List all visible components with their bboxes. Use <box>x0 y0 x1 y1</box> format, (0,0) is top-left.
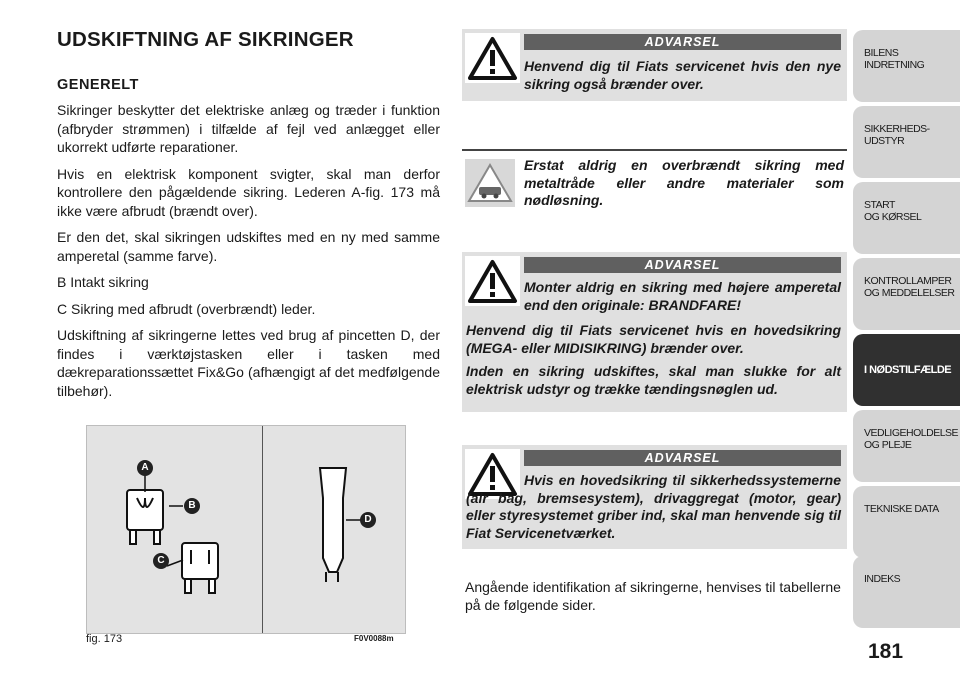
tab-indeks[interactable] <box>853 556 960 628</box>
paragraph: B Intakt sikring <box>57 274 149 290</box>
warning-header: ADVARSEL <box>524 257 841 273</box>
warning-triangle-icon <box>465 33 520 83</box>
paragraph: Hvis en elektrisk komponent svigter, skal man derfor kontrollere den pågældende sikring. Lederen A-fig. 173 må ikke være afbrudt (brændt over). <box>57 165 440 219</box>
marker-b: B <box>184 498 200 514</box>
vehicle-caution-icon <box>465 159 515 207</box>
warning-text <box>524 279 841 320</box>
tab-label: I NØDSTILFÆLDE <box>864 364 952 376</box>
section-subheading: GENERELT <box>57 77 139 93</box>
tab-label: VEDLIGEHOLDELSE OG PLEJE <box>864 427 959 451</box>
intact-fuse-icon <box>127 490 163 544</box>
fuse-illustration <box>87 426 405 633</box>
warning-paragraph: Monter aldrig en sikring med højere amperetal end den originale: BRANDFARE! <box>524 279 841 313</box>
caution-text <box>524 157 844 216</box>
blown-fuse-icon <box>182 543 218 593</box>
tab-i-nodstilfaelde[interactable] <box>853 334 960 406</box>
figure-code: F0V0088m <box>354 634 394 643</box>
tab-label: BILENS INDRETNING <box>864 47 925 71</box>
paragraph: Er den det, skal sikringen udskiftes med en ny med samme amperetal (samme farve). <box>57 229 440 264</box>
tab-vedligeholdelse[interactable] <box>853 410 960 482</box>
page-title: UDSKIFTNING AF SIKRINGER <box>57 28 354 51</box>
tab-bilens-indretning[interactable] <box>853 30 960 102</box>
warning-header: ADVARSEL <box>524 34 841 50</box>
warning-box <box>462 445 847 549</box>
warning-text <box>524 58 841 99</box>
warning-triangle-icon <box>465 256 520 306</box>
paragraph: C Sikring med afbrudt (overbrændt) leder. <box>57 300 316 317</box>
tab-sikkerhedsudstyr[interactable] <box>853 106 960 178</box>
warning-box <box>462 252 847 412</box>
caution-box <box>462 151 847 226</box>
tab-label: INDEKS <box>864 573 901 585</box>
warning-text <box>466 472 841 548</box>
tab-label: KONTROLLAMPER OG MEDDELELSER <box>864 275 955 299</box>
marker-c: C <box>153 553 169 569</box>
tab-start-og-korsel[interactable] <box>853 182 960 254</box>
warning-text-continued <box>466 322 841 404</box>
body-text <box>57 101 440 408</box>
paragraph: Udskiftning af sikringerne lettes ved brug af pincetten D, der findes i værktøjstasken eller i tasken med dækreparationssættet Fix&Go (afhængigt af det medfølgende tilbehør). <box>57 327 440 399</box>
warning-box <box>462 29 847 101</box>
marker-a: A <box>137 460 153 476</box>
tweezers-icon <box>320 468 346 582</box>
tab-label: START OG KØRSEL <box>864 199 922 223</box>
warning-paragraph: Inden en sikring udskiftes, skal man slukke for alt elektrisk udstyr og trække tændingsnøglen ud. <box>466 363 841 397</box>
marker-d: D <box>360 512 376 528</box>
paragraph: Sikringer beskytter det elektriske anlæg og træder i funktion (afbryder strømmen) i tilfælde af fejl ved anlægget eller ukorrekt udførte reparationer. <box>57 102 440 155</box>
warning-paragraph: Henvend dig til Fiats servicenet hvis en hovedsikring (MEGA- eller MIDISIKRING) brænder over. <box>466 322 841 356</box>
figure-caption: fig. 173 <box>86 633 123 645</box>
warning-header: ADVARSEL <box>524 450 841 466</box>
tab-label: SIKKERHEDS- UDSTYR <box>864 123 930 147</box>
tab-tekniske-data[interactable] <box>853 486 960 558</box>
closing-text: Angående identifikation af sikringerne, henvises til tabellerne på de følgende sider. <box>465 579 841 613</box>
warning-paragraph: Henvend dig til Fiats servicenet hvis den nye sikring også brænder over. <box>524 58 841 92</box>
fuse-figure <box>86 425 406 634</box>
tab-label: TEKNISKE DATA <box>864 503 939 515</box>
caution-paragraph: Erstat aldrig en overbrændt sikring med metaltråde eller andre materialer som nødløsning. <box>524 157 844 208</box>
warning-paragraph: Hvis en hovedsikring til sikkerhedssystemerne (air bag, bremsesystem), drivaggregat (motor, gear) eller styresystemet griber ind, skal man henvende sig til Fiat Servicenetværket. <box>466 472 841 541</box>
page-number: 181 <box>868 640 904 663</box>
tab-kontrollamper[interactable] <box>853 258 960 330</box>
